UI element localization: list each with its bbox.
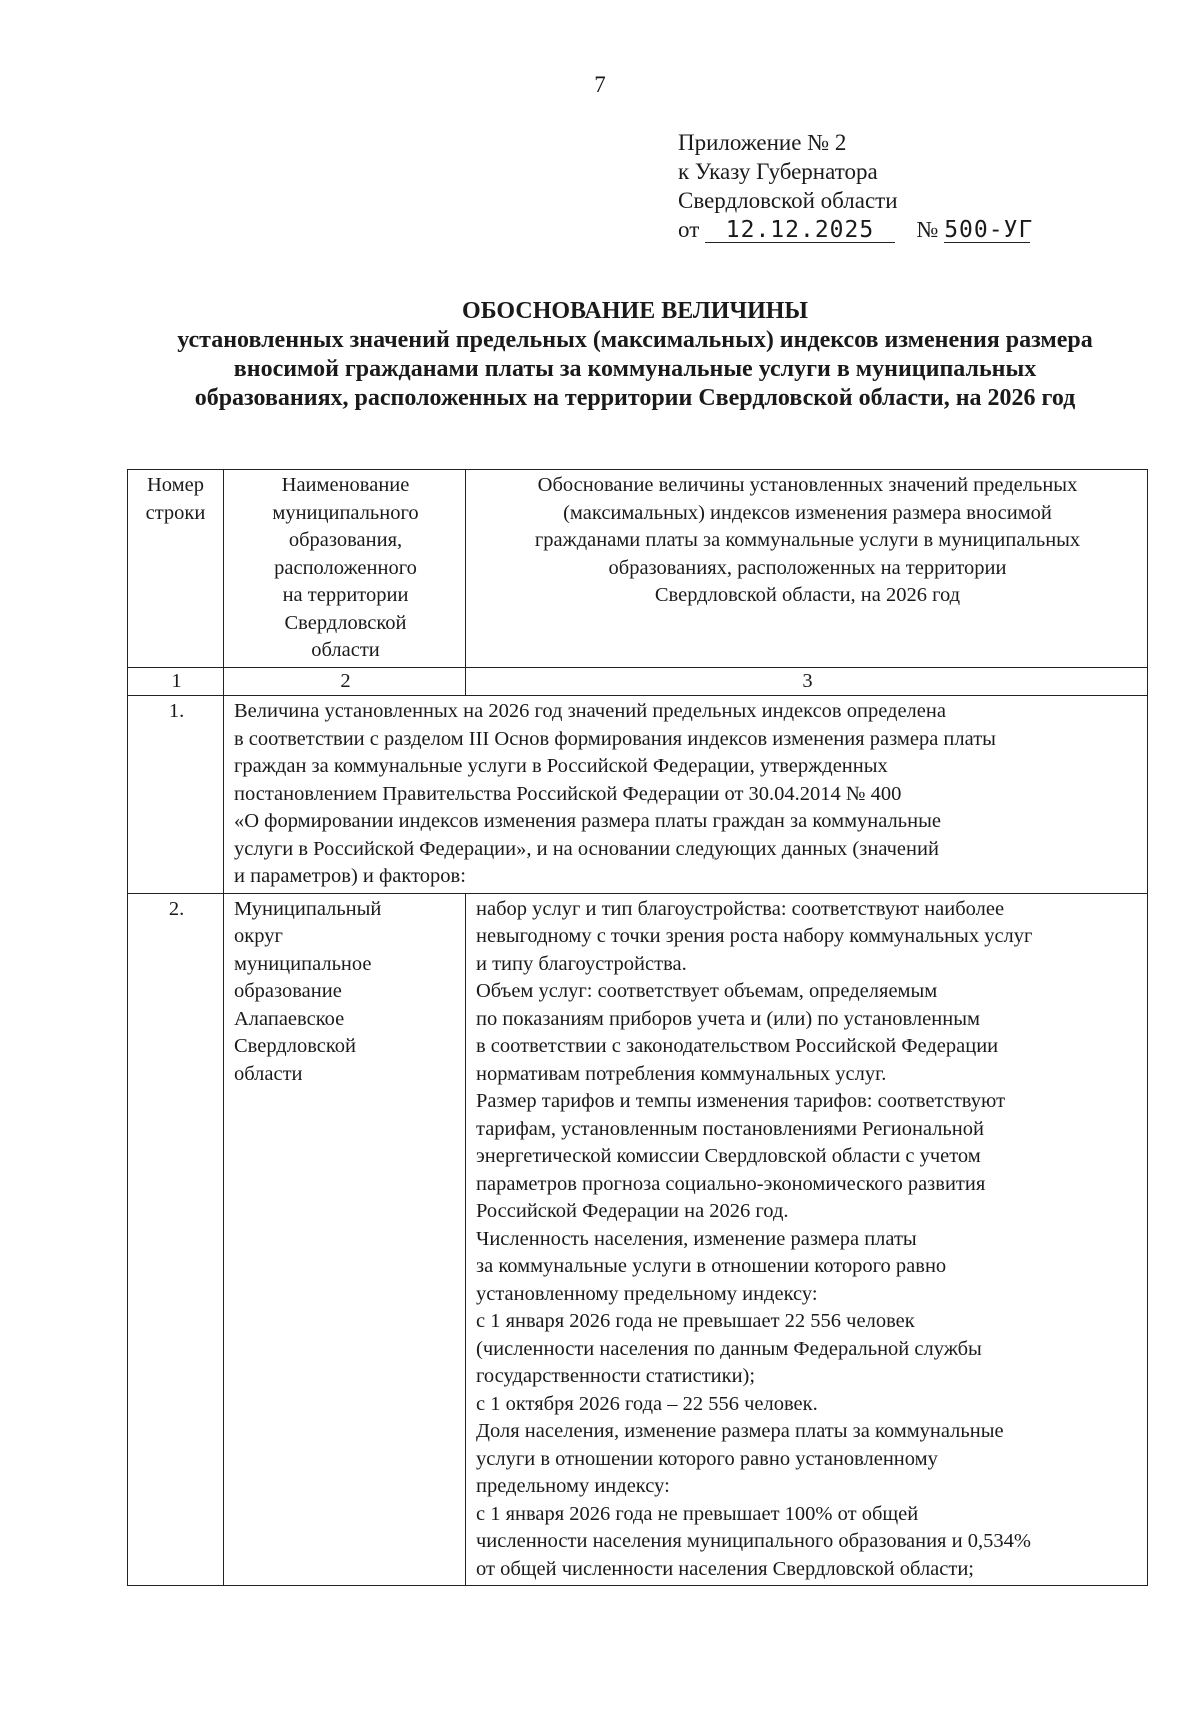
decree-number: 500-УГ [944,217,1034,243]
appendix-line-3: Свердловской области [678,188,898,213]
column-number-3: 3 [466,667,1148,696]
row-2-municipality: Муниципальный округ муниципальное образование Алапаевское Свердловской области [224,893,466,1586]
table-row [128,893,1148,1586]
appendix-block [678,128,1034,244]
row-1-number: 1. [128,696,224,894]
justification-table [127,469,1148,1586]
column-numbers-row [128,667,1148,696]
appendix-date-line [678,215,1034,244]
document-title [0,297,1200,413]
header-row-number: Номер строки [128,470,224,668]
title-line-1: установленных значений предельных (максимальных) индексов изменения размера [177,327,1093,353]
header-municipality: Наименование муниципального образования, расположенного на территории Свердловской области [224,470,466,668]
row-2-text: набор услуг и тип благоустройства: соответствуют наиболее невыгодному с точки зрения роста набору коммунальных услуг и типу благоустройства. Объем услуг: соответствует объемам, определяемым по показаниям приборов учета и (или) по установленным в соответствии с законодательством Российской Федерации нормативам потребления коммунальных услуг. Размер тарифов и темпы изменения тарифов: соответствуют тарифам, установленным постановлениями Региональной энергетической комиссии Свердловской области с учетом параметров прогноза социально-экономического развития Российской Федерации на 2026 год. Численность населения, изменение размера платы за коммунальные услуги в отношении которого равно установленному предельному индексу: с 1 января 2026 года не превышает 22 556 человек (численности населения по данным Федеральной службы государственности статистики); с 1 октября 2026 года – 22 556 человек. Доля населения, изменение размера платы за коммунальные услуги в отношении которого равно установленному предельному индексу: с 1 января 2026 года не превышает 100% от общей численности населения муниципального образования и 0,534% от общей численности населения Свердловской области; [466,893,1148,1586]
title-main: ОБОСНОВАНИЕ ВЕЛИЧИНЫ [462,298,808,324]
number-prefix: № [916,217,939,242]
row-1-text: Величина установленных на 2026 год значений предельных индексов определена в соответствии с разделом III Основ формирования индексов изменения размера платы граждан за коммунальные услуги в Российской Федерации, утвержденных постановлением Правительства Российской Федерации от 30.04.2014 № 400 «О формировании индексов изменения размера платы граждан за коммунальные услуги в Российской Федерации», и на основании следующих данных (значений и параметров) и факторов: [224,696,1148,894]
page-number: 7 [594,72,606,97]
appendix-line-1: Приложение № 2 [678,130,847,155]
title-line-3: образованиях, расположенных на территории Свердловской области, на 2026 год [194,385,1076,411]
column-number-2: 2 [224,667,466,696]
column-number-1: 1 [128,667,224,696]
decree-date: 12.12.2025 [705,218,895,243]
header-justification: Обоснование величины установленных значений предельных (максимальных) индексов изменения размера вносимой гражданами платы за коммунальные услуги в муниципальных образованиях, расположенных на территории Свердловской области, на 2026 год [466,470,1148,668]
title-line-2: вносимой гражданами платы за коммунальные услуги в муниципальных [233,356,1037,382]
appendix-line-2: к Указу Губернатора [678,159,878,184]
table-row [128,696,1148,894]
row-2-number: 2. [128,893,224,1586]
table-header-row [128,470,1148,668]
date-prefix: от [678,217,700,242]
